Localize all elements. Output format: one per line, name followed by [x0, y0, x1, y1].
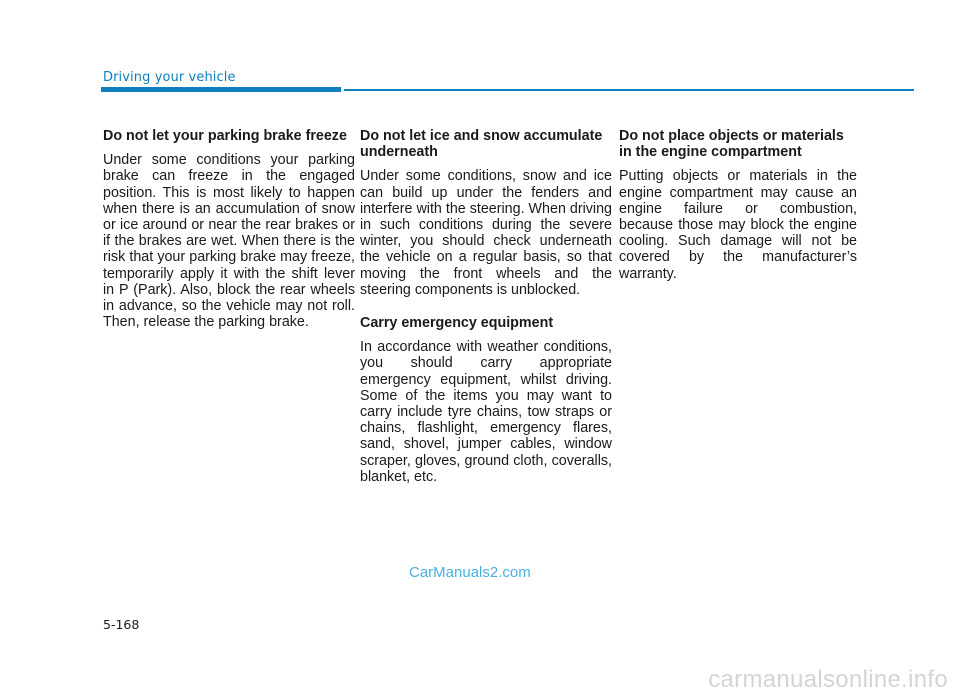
- parking-brake-heading: Do not let your parking brake freeze: [103, 128, 347, 144]
- column-2: [360, 128, 612, 502]
- engine-compartment-heading: Do not place objects or materials in the engine compartment: [619, 128, 844, 161]
- parking-brake-body: Under some conditions your parking brake can freeze in the engaged position. This is most likely to happen when there is an accumulation of snow or ice around or near the rear brakes or if the brakes are wet. When there is the risk that your parking brake may freeze, temporarily apply it with the shift lever in P (Park). Also, block the rear wheels in advance, so the vehicle may not roll. Then, release the parking brake.: [103, 152, 355, 331]
- ice-snow-heading: Do not let ice and snow accumulate underneath: [360, 128, 603, 161]
- page-number: 5-168: [103, 617, 140, 632]
- emergency-equipment-body: In accordance with weather conditions, you should carry appropriate emergency equipment, whilst driving. Some of the items you may want to carry include tyre chains, tow straps or chains, flashlight, emergency flares, sand, shovel, jumper cables, window scraper, gloves, ground cloth, coveralls, blanket, etc.: [360, 339, 612, 485]
- header-rule-thin: [344, 89, 914, 91]
- section-header: Driving your vehicle: [103, 70, 236, 85]
- footer-watermark: carmanualsonline.info: [708, 666, 948, 693]
- watermark-link[interactable]: CarManuals2.com: [409, 564, 531, 581]
- column-3: [619, 128, 857, 299]
- ice-snow-body: Under some conditions, snow and ice can build up under the fenders and interfere with the steering. When driving in such conditions during the severe winter, you should check underneath the vehicle on a regular basis, so that moving the front wheels and the steering components is unblocked.: [360, 168, 612, 298]
- header-rule-thick: [101, 87, 341, 92]
- column-1: [103, 128, 355, 347]
- engine-compartment-body: Putting objects or materials in the engine compartment may cause an engine failure or combustion, because those may block the engine cooling. Such damage will not be covered by the manufacturer’s warranty.: [619, 168, 857, 282]
- emergency-equipment-heading: Carry emergency equipment: [360, 315, 554, 332]
